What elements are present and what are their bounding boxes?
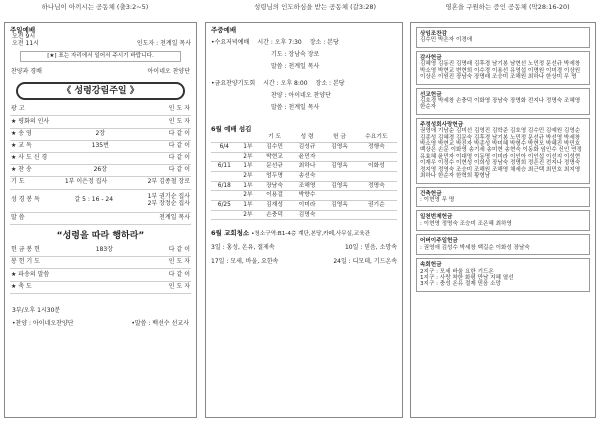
duty-cell: 김수민 <box>258 142 290 152</box>
sermon-title: “성령을 따라 행하라” <box>56 230 145 241</box>
duty-cell: 6/4 <box>211 142 238 152</box>
duty-cell: 정명숙 <box>356 181 397 191</box>
order-detail: 갈 5 : 16 - 24 <box>74 196 114 204</box>
order-row <box>10 129 191 141</box>
sunday-title: 주일예배 <box>10 26 36 34</box>
duty-row <box>211 210 397 220</box>
duty-cell <box>356 191 397 201</box>
order-leader: 다 같 이 <box>168 270 190 278</box>
praise-label: 찬양과 경배 <box>11 67 42 75</box>
duty-row <box>211 181 397 191</box>
order-detail: 135번 <box>91 141 109 149</box>
order-row <box>10 245 191 257</box>
order-item: ★ 교 독 <box>11 141 32 149</box>
order-item: 헌 금 봉 헌 <box>11 246 40 254</box>
duty-cell: 엄두명 <box>258 171 290 181</box>
duty-cell <box>323 191 355 201</box>
fri-place: 장소 : 본당 <box>315 80 345 88</box>
wed-name: •수요저녁예배 <box>211 39 250 47</box>
order-leader <box>148 194 190 208</box>
duty-row <box>211 162 397 172</box>
duty-cell <box>211 171 238 181</box>
order-leader: 인 도 자 <box>168 282 190 290</box>
order-detail: 1부 이은정 집사 <box>64 178 108 186</box>
praise-team: 아이네오 찬양단 <box>147 67 190 75</box>
header-mid: 성령님의 인도하심을 받는 공동체 (갈3:28) <box>253 3 377 11</box>
foot-praise: •찬양 : 아이네오찬양단 <box>12 319 74 327</box>
duty-cell: 2부 <box>238 191 259 201</box>
duty-cell: 2부 <box>238 152 259 162</box>
order-row <box>10 165 191 177</box>
order-leader: 2부 김종철 장로 <box>147 178 190 186</box>
duty-cell: 박향수 <box>291 191 323 201</box>
order-row <box>10 190 191 213</box>
time-2: 오전 11시 <box>12 40 39 48</box>
offering-names: 김수민 박은자 이경애 <box>420 37 473 44</box>
duty-cell: 1부 <box>238 142 259 152</box>
leader-1: 1부 권기순 집사 <box>147 192 190 200</box>
order-detail: 2장 <box>95 129 106 137</box>
offering-names: 2지구 : 모세 바울 요한 기드온 1지구 : 사랑 착한 화평 만남 지혜 열선 3지구 : 충성 온유 절제 믿음 소망 <box>420 268 514 288</box>
offering-title: 속회헌금 <box>420 262 442 269</box>
duty-cell: 김명숙 <box>291 210 323 220</box>
wed-prayer: 기도 : 장남숙 장로 <box>271 51 320 59</box>
duty-row <box>211 171 397 181</box>
order-item: ★ 파송의 말씀 <box>11 270 50 278</box>
order-leader: 다 같 이 <box>168 246 190 254</box>
duty-cell: 6/18 <box>211 181 238 191</box>
banner-pentecost: 《 성령강림주일 》 <box>16 82 185 100</box>
duty-cell <box>211 210 238 220</box>
offering-section <box>416 187 590 208</box>
wed-place: 장소 : 본당 <box>309 39 339 47</box>
offering-names: : 이현영 정명숙 조승미 조은혜 최하영 <box>420 220 512 227</box>
duty-cell <box>356 171 397 181</box>
offering-section <box>416 27 590 48</box>
duty-head: 헌 금 <box>323 133 355 142</box>
offering-title: 선교헌금 <box>420 91 442 98</box>
duty-row <box>211 142 397 152</box>
duty-cell: 권기순 <box>356 200 397 210</box>
duty-table <box>211 133 397 220</box>
order-row <box>10 257 191 269</box>
duty-cell: 김영옥 <box>323 142 355 152</box>
clean-note: •청소구역:B1-4층 계단,본당,카페,사무실,교육관 <box>251 231 371 238</box>
mid-panel <box>205 22 403 418</box>
clean-row: 24일 : 디모데, 기드온속 <box>333 257 397 265</box>
wed-time: 시간 : 오후 7:30 <box>257 39 302 47</box>
order-item: ★ 송 영 <box>11 129 32 137</box>
fri-word: 말씀 : 천계일 목사 <box>271 103 320 111</box>
duty-cell <box>323 210 355 220</box>
duty-cell: 박현교 <box>258 152 290 162</box>
duty-cell <box>356 152 397 162</box>
offering-section <box>416 234 590 255</box>
duty-row <box>211 191 397 201</box>
order-detail: 26장 <box>93 166 108 174</box>
duty-head: 기 도 <box>258 133 290 142</box>
preacher: 인도자 : 천계일 목사 <box>136 40 191 48</box>
order-leader: 인 도 자 <box>168 105 190 113</box>
offering-section <box>416 258 590 292</box>
duty-cell <box>211 191 238 201</box>
offering-section <box>416 88 590 115</box>
duty-cell: 최하나 <box>291 162 323 172</box>
wed-word: 말씀 : 천계일 목사 <box>271 63 320 71</box>
offering-title: 건축헌금 <box>420 190 442 197</box>
order-row <box>10 153 191 165</box>
duty-cell: 김재성 <box>258 200 290 210</box>
order-item: ★ 찬 송 <box>11 166 32 174</box>
duty-cell: 1부 <box>238 162 259 172</box>
duty-cell: 장남숙 <box>258 181 290 191</box>
duty-cell <box>323 152 355 162</box>
duty-cell: 윤민자 <box>291 152 323 162</box>
order-detail: 183장 <box>95 246 113 254</box>
offering-title: 주정성회사랑헌금 <box>420 121 464 128</box>
leader-2: 2부 장정순 집사 <box>147 199 190 207</box>
order-item: 말 씀 <box>11 213 25 221</box>
offering-title: 상임조찬감 <box>420 31 448 37</box>
order-row <box>10 269 191 281</box>
left-panel <box>4 22 197 418</box>
header-left: 하나님이 아끼시는 공동체 (출3:2~5) <box>41 3 149 11</box>
order-item: 성 경 봉 독 <box>11 196 40 204</box>
fri-name: •금요찬양기도회 <box>211 80 256 88</box>
offering-names: 김혜영 김동진 김명래 김후경 남기봉 남현선 노민정 문선규 박세창 박소영 박현교 변현희 이수경 이용선 유영섭 이명원 이미경 이상원 이상은 이원진 장남숙 장명래 조승미 조해원 최하나 한상미 무 명 <box>420 61 582 81</box>
duty-cell: 이용걸 <box>258 191 290 201</box>
clean-title: 6월 교회청소 <box>211 229 250 238</box>
order-leader: 인 도 자 <box>168 117 190 125</box>
duty-cell: 김영옥 <box>323 181 355 191</box>
offering-names: 김호경 박세창 손충덕 이화영 장남숙 장명화 전지나 정명숙 조혜영 한순자 <box>420 97 582 111</box>
duty-head: 수요기도 <box>356 133 397 142</box>
order-leader: 다 같 이 <box>168 154 190 162</box>
foot-word: •말씀 : 백선수 선교사 <box>131 319 189 327</box>
duty-row <box>211 200 397 210</box>
time-1: 오전 9시 <box>12 33 36 41</box>
offering-names: : 이현영 무 명 <box>420 197 455 204</box>
clean-row: 17일 : 모세, 바울, 요한속 <box>211 257 279 265</box>
offering-title: 어버이주일헌금 <box>420 238 458 245</box>
duty-cell: 2부 <box>238 210 259 220</box>
order-row <box>10 116 191 128</box>
duty-cell: 손충덕 <box>258 210 290 220</box>
header-right: 영혼을 구원하는 증인 공동체 (막28:16-20) <box>445 3 570 11</box>
order-row <box>10 282 191 294</box>
order-leader: 다 같 이 <box>168 141 190 149</box>
duty-row <box>211 152 397 162</box>
duty-cell: 조해영 <box>291 181 323 191</box>
order-item: ★ 축 도 <box>11 282 32 290</box>
duty-cell: 김영옥 <box>323 162 355 172</box>
order-leader: 인 도 자 <box>168 258 190 266</box>
duty-cell: 6/11 <box>211 162 238 172</box>
duty-cell: 6/25 <box>211 200 238 210</box>
stand-note: [★] 표는 자리에서 일어서 주시기 바랍니다. <box>20 51 181 61</box>
duty-cell: 김성규 <box>291 142 323 152</box>
duty-head: 성 령 <box>291 133 323 142</box>
duty-cell <box>356 210 397 220</box>
order-row <box>10 213 191 225</box>
offering-section <box>416 118 590 184</box>
fri-praise: 찬양 : 아이네오 찬양단 <box>271 92 331 100</box>
duty-title: 6월 예배 섬김 <box>211 124 252 133</box>
order-item: ★ 평화의 인사 <box>11 117 50 125</box>
order-item: ★ 사 도 신 경 <box>11 154 48 162</box>
right-panel <box>410 22 596 418</box>
order-row <box>10 177 191 189</box>
duty-cell: 1부 <box>238 200 259 210</box>
duty-cell <box>211 152 238 162</box>
duty-cell <box>323 171 355 181</box>
order-item: 봉 헌 기 도 <box>11 258 40 266</box>
offering-title: 감사헌금 <box>420 54 442 61</box>
duty-cell: 2부 <box>238 171 259 181</box>
weekday-title: 주중예배 <box>211 26 237 34</box>
duty-cell: 문선규 <box>258 162 290 172</box>
duty-cell: 1부 <box>238 181 259 191</box>
foot-time: 3부/오후 1시30분 <box>12 306 61 314</box>
order-leader: 천계일 목사 <box>159 213 190 221</box>
order-row <box>10 141 191 153</box>
order-item: 광 고 <box>11 105 25 113</box>
duty-cell: 김영옥 <box>323 200 355 210</box>
offering-section <box>416 210 590 231</box>
offering-names: : 권영애 김성수 박세창 백길순 이화성 장남숙 <box>420 244 530 251</box>
fri-time: 시간 : 오후 8:00 <box>263 80 308 88</box>
clean-row: 10일 : 믿음, 소망속 <box>344 244 397 252</box>
clean-row: 3일 : 홍성, 온유, 절제속 <box>211 244 275 252</box>
offering-section <box>416 51 590 85</box>
duty-cell: 정행숙 <box>356 142 397 152</box>
order-row <box>10 104 191 116</box>
order-item: 기 도 <box>11 178 25 186</box>
offering-title: 일천번제헌금 <box>420 214 453 221</box>
duty-cell: 이미라 <box>291 200 323 210</box>
order-leader: 다 같 이 <box>168 129 190 137</box>
duty-cell: 송선숙 <box>291 171 323 181</box>
duty-cell: 이화성 <box>356 162 397 172</box>
order-leader: 다 같 이 <box>168 166 190 174</box>
offering-names: 권영애 기남순 김미선 김영진 김학준 김호영 김수민 김예원 김영순 김종성 김혜경 김문숙 김후경 남기봉 노민정 문선규 박선영 박세창 박소영 박현교 박진자 박종성 박미혜 박형수 박현모 박혜진 박민호 백상은 손문 이화영 송기세 송미현 송현숙 이동화 임인수 신인 연정 유효혜 윤민자 이대영 이동명 이미라 이인아 이인섭 이선지 이성현 이재우 이정수 이현성 이희성 장남숙 정명희 정은진 전지나 정명숙 정지영 정영숙 조승미 조해원 조해영 채세승 최근택 최민호 최지영 최하나 한순자 한혁희 황형남 <box>420 128 584 180</box>
